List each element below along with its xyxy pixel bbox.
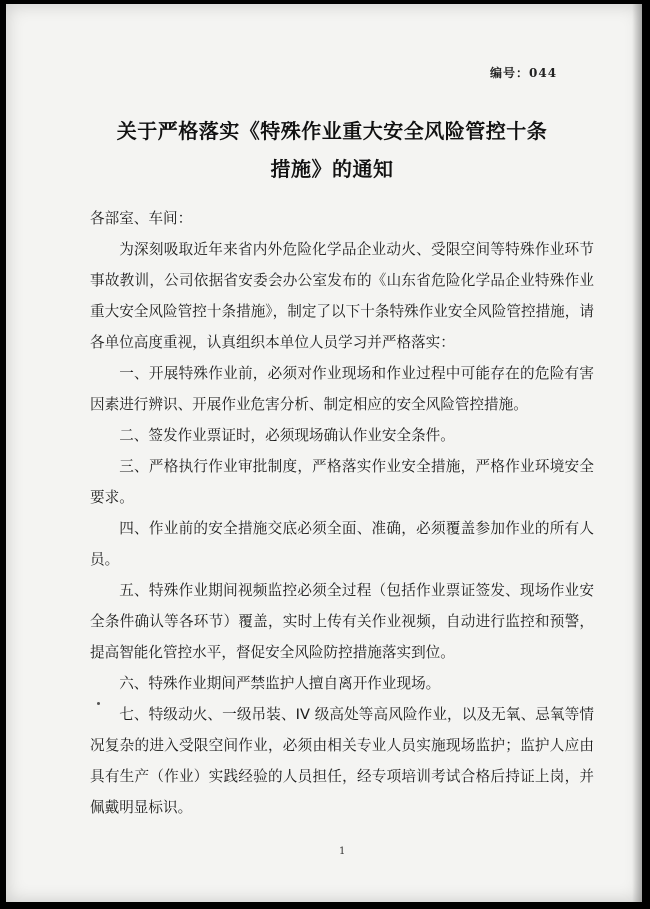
measure-1: 一、开展特殊作业前，必须对作业现场和作业过程中可能存在的危险有害因素进行辨识、开展作业危害分析、制定相应的安全风险管控措施。 [90,365,594,413]
title-line-2: 措施》的通知 [270,157,394,181]
scan-speck [97,702,100,705]
document-page [6,4,642,902]
measure-2: 二、签发作业票证时，必须现场确认作业安全条件。 [119,427,455,444]
document-number: 编号：044 [490,66,558,80]
measure-3: 三、严格执行作业审批制度，严格落实作业安全措施，严格作业环境安全要求。 [90,458,594,506]
document-body [90,203,594,823]
intro-paragraph: 为深刻吸取近年来省内外危险化学品企业动火、受限空间等特殊作业环节事故教训，公司依据省安委会办公室发布的《山东省危险化学品企业特殊作业重大安全风险管控十条措施》，制定了以下十条特殊作业安全风险管控措施，请各单位高度重视，认真组织本单位人员学习并严格落实： [90,241,594,351]
page-number: 1 [339,846,346,857]
title-line-1: 关于严格落实《特殊作业重大安全风险管控十条 [116,119,548,143]
document-title [26,112,638,188]
measure-4: 四、作业前的安全措施交底必须全面、准确，必须覆盖参加作业的所有人员。 [90,520,594,568]
measure-6: 六、特殊作业期间严禁监护人擅自离开作业现场。 [119,675,441,692]
salutation: 各部室、车间： [90,210,193,227]
measure-5: 五、特殊作业期间视频监控必须全过程（包括作业票证签发、现场作业安全条件确认等各环节）覆盖，实时上传有关作业视频，自动进行监控和预警，提高智能化管控水平，督促安全风险防控措施落实到位。 [90,582,594,661]
measure-7: 七、特级动火、一级吊装、IV 级高处等高风险作业，以及无氧、忌氧等情况复杂的进入受限空间作业，必须由相关专业人员实施现场监护；监护人应由具有生产（作业）实践经验的人员担任，经专项培训考试合格后持证上岗，并佩戴明显标识。 [90,706,594,816]
